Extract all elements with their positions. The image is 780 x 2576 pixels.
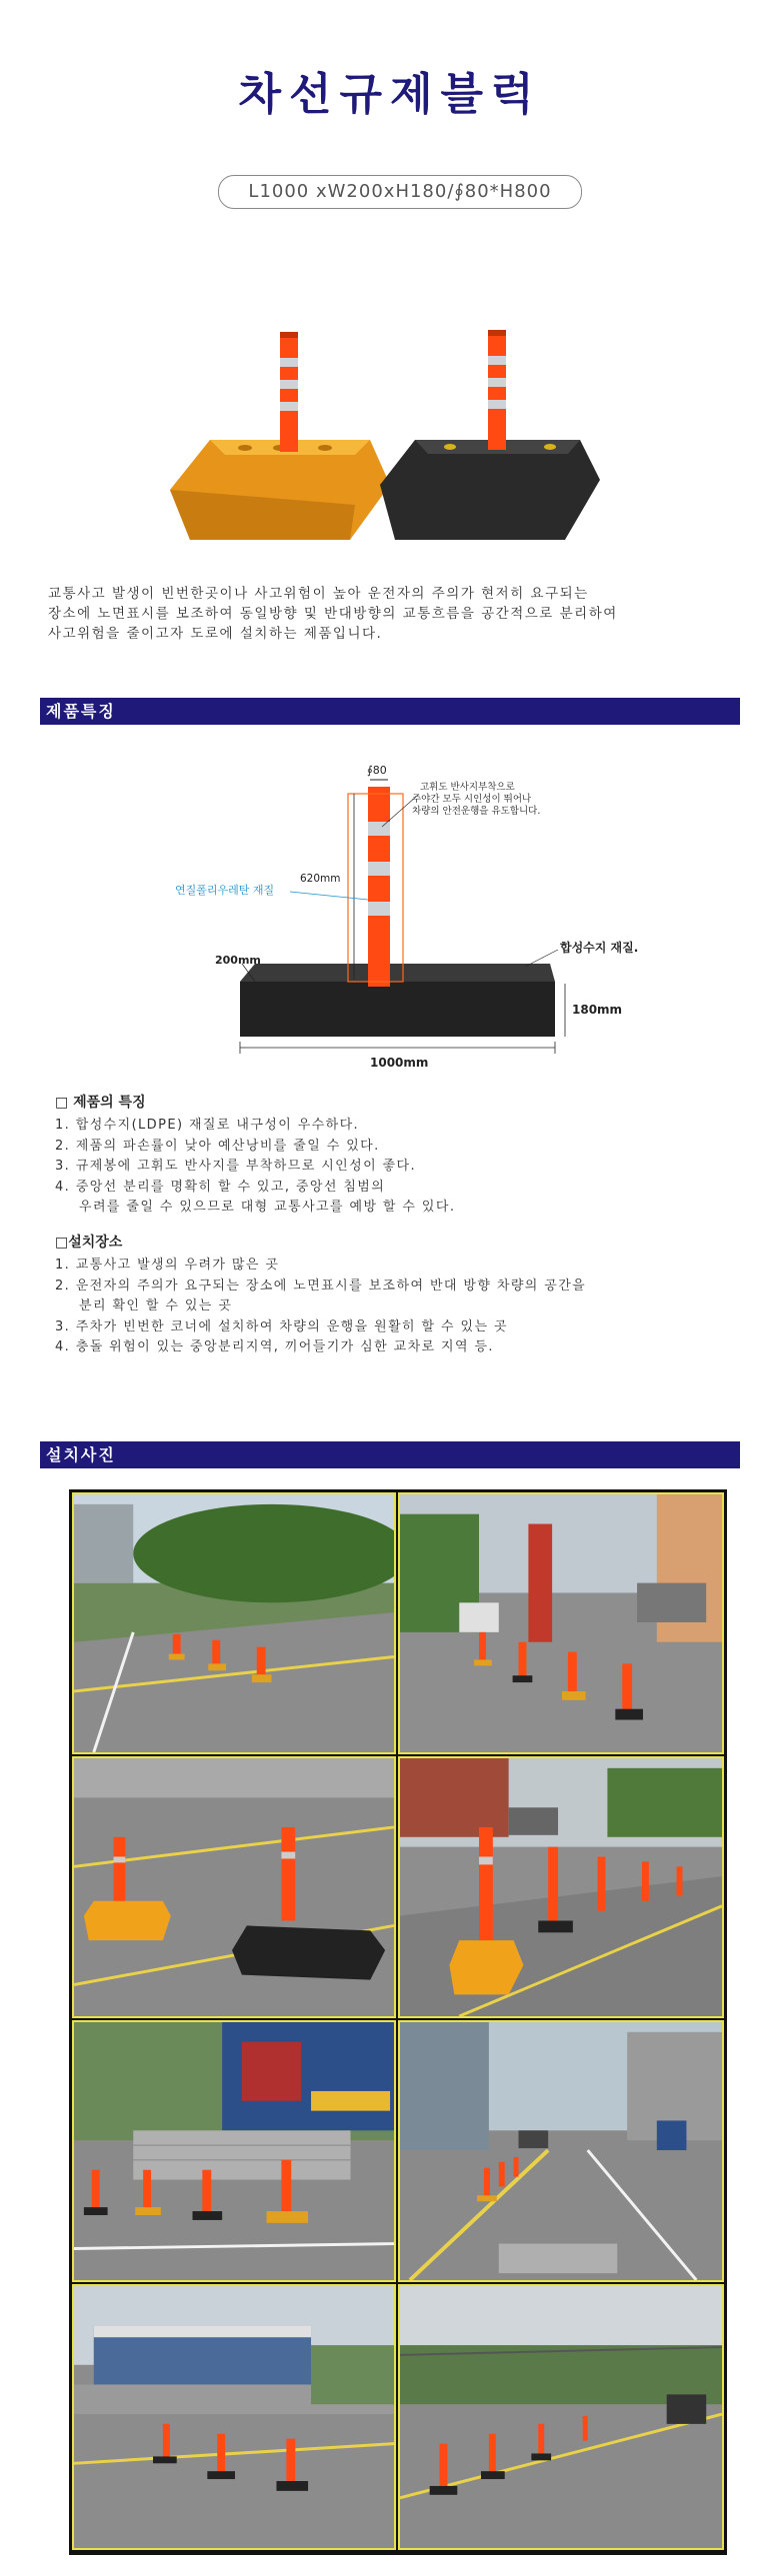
places-heading: □설치장소 xyxy=(55,1235,123,1251)
base-material-label: 합성수지 재질. xyxy=(560,941,639,955)
installation-photo-8 xyxy=(398,2284,724,2550)
place-item: 분리 확인 할 수 있는 곳 xyxy=(79,1298,233,1313)
feature-item: 우려를 줄일 수 있으므로 대형 교통사고를 예방 할 수 있다. xyxy=(79,1200,456,1215)
place-item: 4. 충돌 위험이 있는 중앙분리지역, 끼어들기가 심한 교차로 지역 등. xyxy=(55,1339,494,1354)
height-label: 180mm xyxy=(572,1003,623,1017)
pole-note-2: 주야간 모두 시인성이 뛰어나 xyxy=(412,794,532,805)
width-label: 200mm xyxy=(215,954,261,967)
pole-height-label: 620mm xyxy=(300,873,341,885)
intro-line: 교통사고 발생이 빈번한곳이나 사고위험이 높아 운전자의 주의가 현저히 요구되는 xyxy=(48,586,589,602)
features-list xyxy=(55,1092,755,1219)
intro-text xyxy=(48,584,748,644)
yellow-block-product xyxy=(170,332,390,540)
installation-photo-6 xyxy=(398,2020,724,2282)
photos-section-bar: 설치사진 xyxy=(40,1441,740,1468)
product-diagram xyxy=(150,752,710,1072)
installation-photo-4 xyxy=(398,1756,724,2018)
page-title: 차선규제블럭 xyxy=(238,69,542,120)
intro-line: 사고위험을 줄이고자 도로에 설치하는 제품입니다. xyxy=(48,626,383,642)
product-hero-image xyxy=(150,240,630,560)
black-block-product xyxy=(380,330,600,540)
installation-photo-5 xyxy=(72,2020,396,2282)
feature-item: 2. 제품의 파손률이 낮아 예산낭비를 줄일 수 있다. xyxy=(55,1138,380,1154)
features-heading: □ 제품의 특징 xyxy=(55,1095,146,1111)
intro-line: 장소에 노면표시를 보조하여 동일방향 및 반대방향의 교통흐름을 공간적으로 분리하여 xyxy=(48,606,618,622)
feature-item: 4. 중앙선 분리를 명확히 할 수 있고, 중앙선 침범의 xyxy=(55,1179,386,1195)
spec-badge: L1000 xW200xH180/∮80*H800 xyxy=(218,175,582,209)
place-item: 1. 교통사고 발생의 우려가 많은 곳 xyxy=(55,1258,280,1273)
feature-item: 3. 규제봉에 고휘도 반사지를 부착하므로 시인성이 좋다. xyxy=(55,1159,417,1174)
pole-note-1: 고휘도 반사지부착으로 xyxy=(420,782,515,793)
installation-photo-7 xyxy=(72,2284,396,2550)
pole-material-label: 연질폴리우레탄 재질 xyxy=(175,884,275,897)
place-item: 2. 운전자의 주의가 요구되는 장소에 노면표시를 보조하여 반대 방향 차량의 공간을 xyxy=(55,1278,587,1293)
installation-photo-grid xyxy=(69,1489,727,2555)
feature-item: 1. 합성수지(LDPE) 재질로 내구성이 우수하다. xyxy=(55,1118,360,1133)
pole-note-3: 차량의 안전운행을 유도합니다. xyxy=(412,806,541,817)
features-section-bar: 제품특징 xyxy=(40,698,740,725)
installation-photo-2 xyxy=(398,1492,724,1754)
place-item: 3. 주차가 빈번한 코너에 설치하여 차량의 운행을 원활히 할 수 있는 곳 xyxy=(55,1318,508,1334)
installation-photo-3 xyxy=(72,1756,396,2018)
diameter-label: ∮80 xyxy=(367,764,387,777)
length-label: 1000mm xyxy=(370,1056,429,1070)
installation-photo-1 xyxy=(72,1492,396,1754)
places-list xyxy=(55,1232,755,1358)
